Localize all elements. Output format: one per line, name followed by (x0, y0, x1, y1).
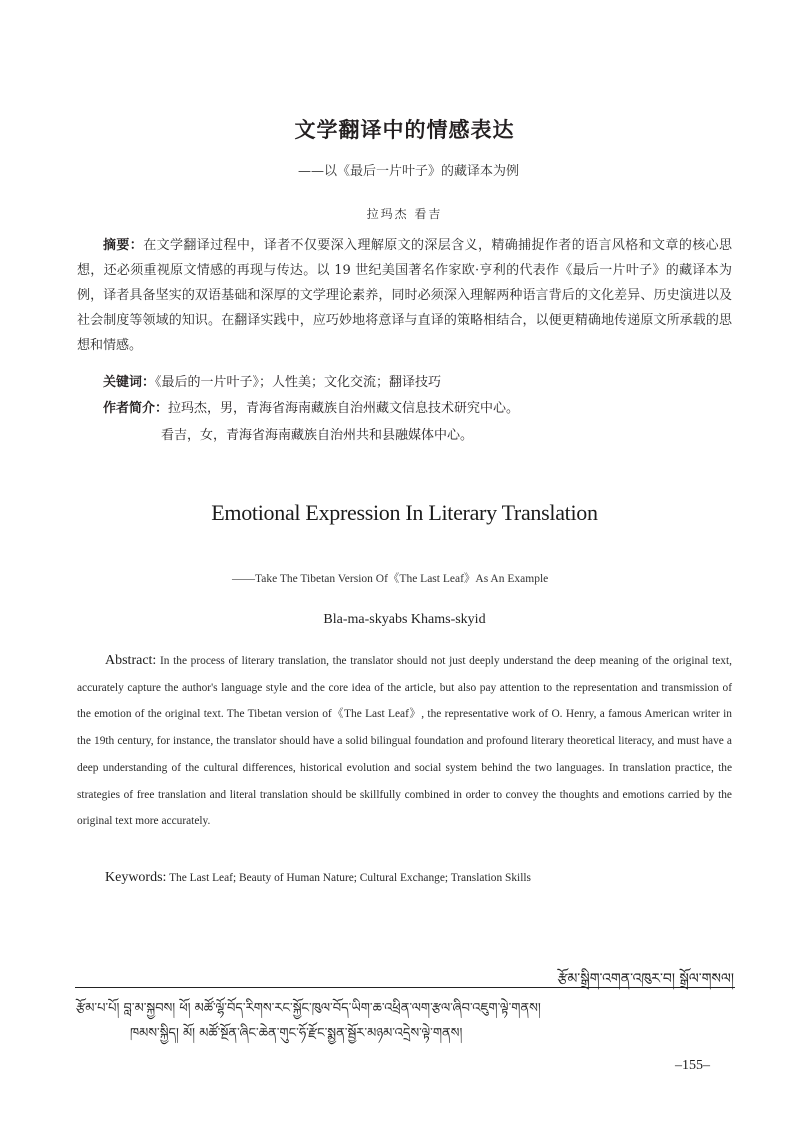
english-abstract-text: In the process of literary translation, the translator should not just deeply understand the deep meaning of the original text, accurately capture the author's language style and the core idea of the article, but also pay attention to the representation and transmission of the emotion of the original text. The Tibetan version of《The Last Leaf》, the representative work of O. Henry, a famous American writer in the 19th century, for instance, the translator should have a solid bilingual foundation and profound literary theoretical literacy, and must have a deep understanding of the cultural differences, historical evolution and social system behind the two languages. In translation practice, the strategies of free translation and literal translation should be skillfully combined in order to convey the thoughts and emotions carried by the original text more accurately. (77, 655, 732, 828)
page-number: –155– (675, 1058, 710, 1073)
english-keywords-text: The Last Leaf; Beauty of Human Nature; Cultural Exchange; Translation Skills (166, 872, 531, 884)
english-authors: Bla-ma-skyabs Khams-skyid (323, 612, 486, 627)
chinese-author-info (103, 396, 519, 421)
tibetan-author-line-1: རྩོམ་པ་པོ། བླ་མ་སྐྱབས། ཕོ། མཚོ་ལྷོ་བོད་རིགས་རང་སྐྱོང་ཁུལ་བོད་ཡིག་ཆ་འཕྲིན་ལག་རྩལ་ཞིབ་འཇུག་ལྟེ་གནས། (76, 1001, 541, 1016)
footer-divider (75, 987, 735, 988)
chinese-authors: 拉玛杰 看吉 (366, 207, 443, 221)
chinese-keywords (103, 370, 441, 395)
tibetan-editor-header: རྩོམ་སྒྲིག་འགན་འཁུར་བ། སྒྲོལ་གསལ། (557, 971, 734, 987)
english-subtitle: ——Take The Tibetan Version Of《The Last Leaf》As An Example (232, 573, 549, 585)
chinese-subtitle: ——以《最后一片叶子》的藏译本为例 (298, 164, 520, 179)
english-abstract (77, 648, 732, 835)
chinese-abstract-label: 摘要： (103, 238, 144, 253)
english-keywords-label: Keywords: (105, 870, 167, 885)
chinese-keywords-text: 《最后的一片叶子》；人性美；文化交流；翻译技巧 (155, 375, 442, 390)
english-title: Emotional Expression In Literary Translation (211, 500, 598, 525)
chinese-author-info-2: 看吉，女，青海省海南藏族自治州共和县融媒体中心。 (161, 428, 474, 443)
english-keywords (105, 870, 531, 886)
chinese-abstract-text: 在文学翻译过程中，译者不仅要深入理解原文的深层含义，精确捕捉作者的语言风格和文章的核心思想，还必须重视原文情感的再现与传达。以 19 世纪美国著名作家欧·亨利的代表作《最后一片叶子》的藏译本为例，译者具备坚实的双语基础和深厚的文学理论素养，同时必须深入理解两种语言背后的文化差异、历史演进以及社会制度等领域的知识。在翻译实践中，应巧妙地将意译与直译的策略相结合，以便更精确地传递原文所承载的思想和情感。 (77, 238, 732, 353)
chinese-author-info-1: 拉玛杰，男，青海省海南藏族自治州藏文信息技术研究中心。 (168, 401, 520, 416)
chinese-abstract (77, 233, 732, 358)
chinese-author-info-label: 作者简介： (103, 401, 169, 416)
chinese-title: 文学翻译中的情感表达 (294, 117, 515, 142)
chinese-keywords-label: 关键词： (103, 375, 156, 390)
tibetan-author-line-2: ཁམས་སྐྱིད། མོ། མཚོ་སྔོན་ཞིང་ཆེན་གུང་ཧོ་རྫོང་སྨྱན་སྦྱོར་མཉམ་འདྲེས་ལྟེ་གནས། (130, 1026, 463, 1041)
english-abstract-label: Abstract: (105, 653, 157, 668)
